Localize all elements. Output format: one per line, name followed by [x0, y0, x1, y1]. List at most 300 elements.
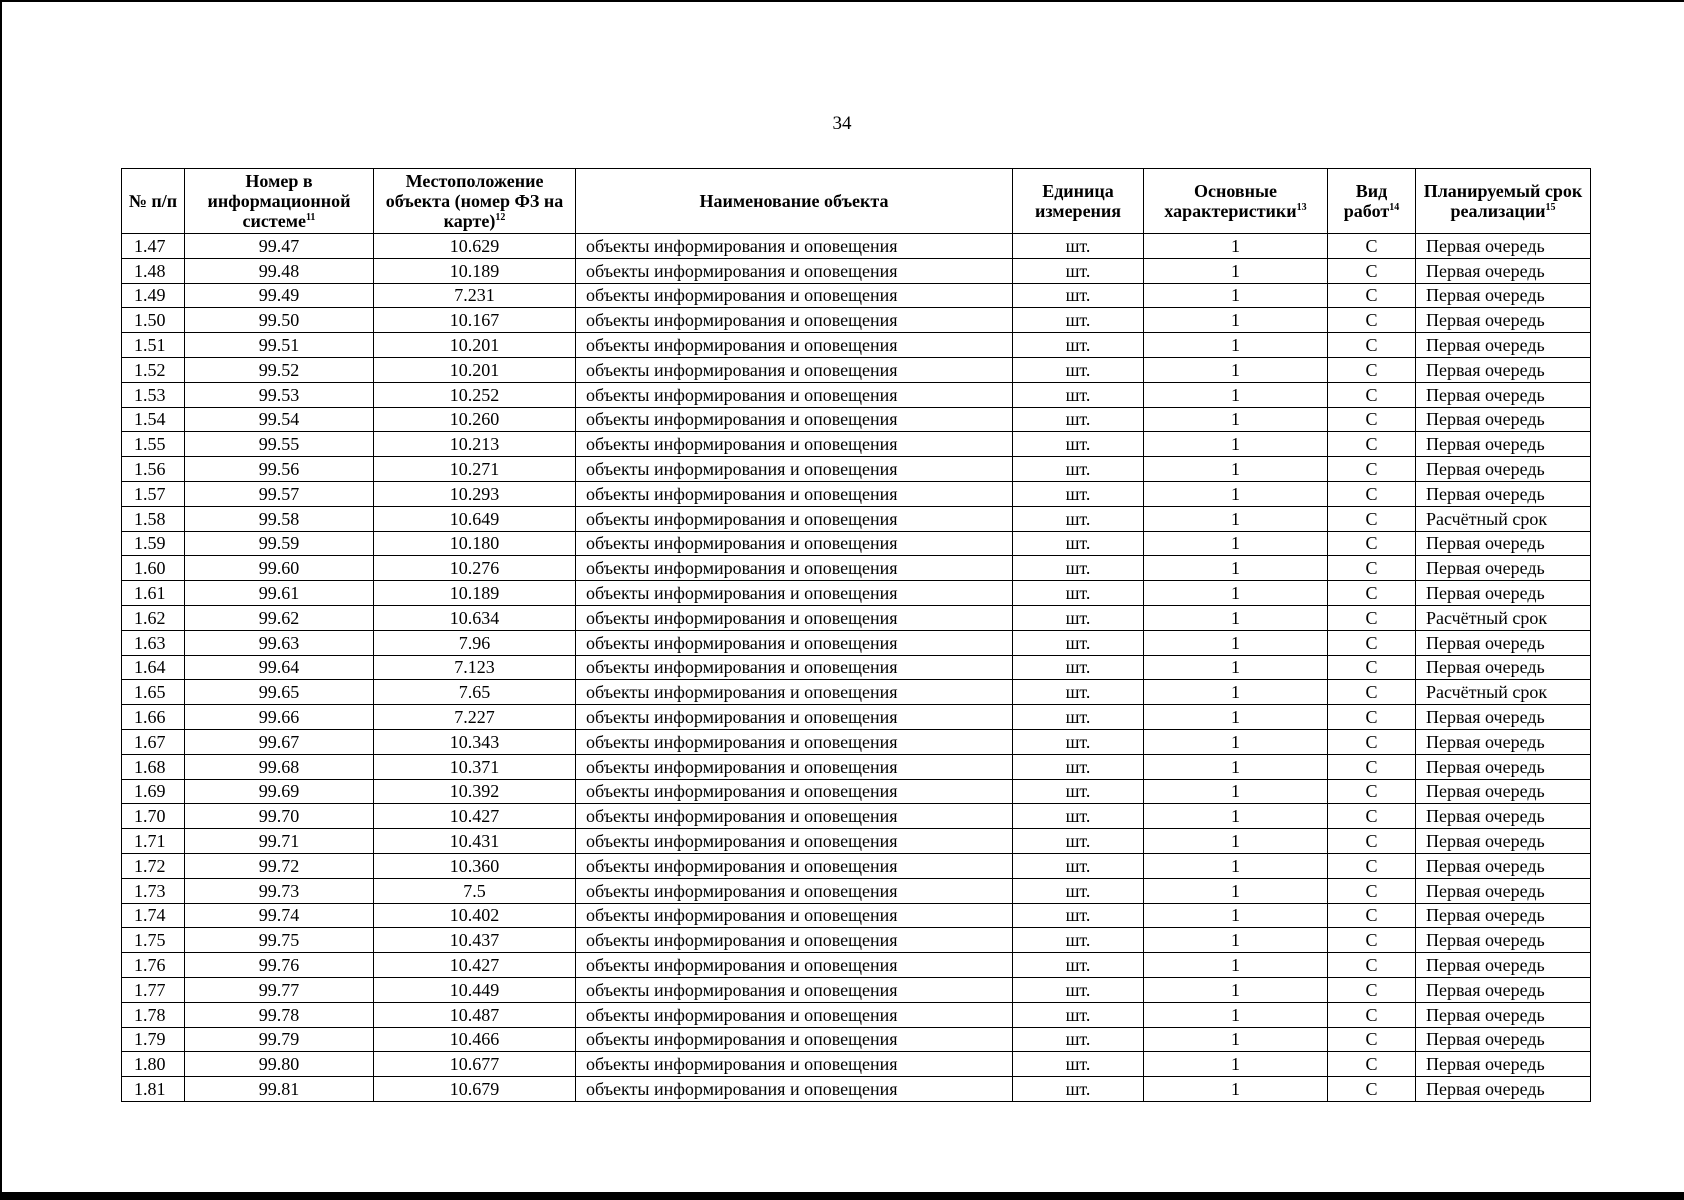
object-name-cell: объекты информирования и оповещения — [576, 283, 1013, 308]
location-number-cell: 10.180 — [374, 531, 576, 556]
is-number-cell: 99.70 — [185, 804, 374, 829]
table-row — [122, 903, 1591, 928]
location-number-cell: 10.679 — [374, 1077, 576, 1102]
row-number-cell: 1.69 — [122, 779, 185, 804]
work-type-cell: С — [1328, 605, 1416, 630]
table-row — [122, 1002, 1591, 1027]
unit-cell: шт. — [1013, 432, 1144, 457]
unit-cell: шт. — [1013, 705, 1144, 730]
planned-term-cell: Первая очередь — [1416, 531, 1591, 556]
unit-cell: шт. — [1013, 283, 1144, 308]
location-number-cell: 10.343 — [374, 729, 576, 754]
row-number-cell: 1.52 — [122, 357, 185, 382]
object-name-cell: объекты информирования и оповещения — [576, 1002, 1013, 1027]
planned-term-cell: Первая очередь — [1416, 878, 1591, 903]
work-type-cell: С — [1328, 258, 1416, 283]
table-row — [122, 283, 1591, 308]
planned-term-cell: Первая очередь — [1416, 581, 1591, 606]
unit-cell: шт. — [1013, 357, 1144, 382]
unit-cell: шт. — [1013, 1052, 1144, 1077]
table-row — [122, 605, 1591, 630]
unit-cell: шт. — [1013, 382, 1144, 407]
unit-cell: шт. — [1013, 729, 1144, 754]
characteristics-cell: 1 — [1144, 234, 1328, 259]
scan-border-bottom — [0, 1192, 1684, 1200]
table-row — [122, 729, 1591, 754]
characteristics-cell: 1 — [1144, 283, 1328, 308]
is-number-cell: 99.56 — [185, 457, 374, 482]
characteristics-cell: 1 — [1144, 1027, 1328, 1052]
table-row — [122, 1077, 1591, 1102]
header-unit: Единица измерения — [1013, 169, 1144, 234]
location-number-cell: 7.65 — [374, 680, 576, 705]
location-number-cell: 10.189 — [374, 581, 576, 606]
location-number-cell: 10.293 — [374, 481, 576, 506]
work-type-cell: С — [1328, 432, 1416, 457]
row-number-cell: 1.57 — [122, 481, 185, 506]
object-name-cell: объекты информирования и оповещения — [576, 853, 1013, 878]
is-number-cell: 99.73 — [185, 878, 374, 903]
planned-term-cell: Первая очередь — [1416, 308, 1591, 333]
row-number-cell: 1.65 — [122, 680, 185, 705]
location-number-cell: 10.437 — [374, 928, 576, 953]
unit-cell: шт. — [1013, 903, 1144, 928]
row-number-cell: 1.54 — [122, 407, 185, 432]
location-number-cell: 10.634 — [374, 605, 576, 630]
characteristics-cell: 1 — [1144, 333, 1328, 358]
table-row — [122, 308, 1591, 333]
work-type-cell: С — [1328, 705, 1416, 730]
object-name-cell: объекты информирования и оповещения — [576, 878, 1013, 903]
is-number-cell: 99.78 — [185, 1002, 374, 1027]
object-name-cell: объекты информирования и оповещения — [576, 581, 1013, 606]
row-number-cell: 1.77 — [122, 977, 185, 1002]
object-name-cell: объекты информирования и оповещения — [576, 903, 1013, 928]
work-type-cell: С — [1328, 531, 1416, 556]
work-type-cell: С — [1328, 953, 1416, 978]
table-row — [122, 928, 1591, 953]
work-type-cell: С — [1328, 506, 1416, 531]
object-name-cell: объекты информирования и оповещения — [576, 953, 1013, 978]
unit-cell: шт. — [1013, 853, 1144, 878]
planned-term-cell: Первая очередь — [1416, 556, 1591, 581]
unit-cell: шт. — [1013, 630, 1144, 655]
object-name-cell: объекты информирования и оповещения — [576, 804, 1013, 829]
object-name-cell: объекты информирования и оповещения — [576, 556, 1013, 581]
table-row — [122, 581, 1591, 606]
work-type-cell: С — [1328, 928, 1416, 953]
characteristics-cell: 1 — [1144, 977, 1328, 1002]
planned-term-cell: Первая очередь — [1416, 357, 1591, 382]
object-name-cell: объекты информирования и оповещения — [576, 680, 1013, 705]
planned-term-cell: Первая очередь — [1416, 953, 1591, 978]
is-number-cell: 99.57 — [185, 481, 374, 506]
unit-cell: шт. — [1013, 829, 1144, 854]
header-planned-term: Планируемый срок реализации$^{15}$ — [1416, 169, 1591, 234]
work-type-cell: С — [1328, 630, 1416, 655]
work-type-cell: С — [1328, 853, 1416, 878]
table-row — [122, 878, 1591, 903]
unit-cell: шт. — [1013, 804, 1144, 829]
work-type-cell: С — [1328, 680, 1416, 705]
is-number-cell: 99.54 — [185, 407, 374, 432]
table-row — [122, 234, 1591, 259]
planned-term-cell: Первая очередь — [1416, 1002, 1591, 1027]
planned-term-cell: Первая очередь — [1416, 729, 1591, 754]
work-type-cell: С — [1328, 457, 1416, 482]
planned-term-cell: Первая очередь — [1416, 1077, 1591, 1102]
is-number-cell: 99.72 — [185, 853, 374, 878]
is-number-cell: 99.53 — [185, 382, 374, 407]
planned-term-cell: Первая очередь — [1416, 457, 1591, 482]
unit-cell: шт. — [1013, 258, 1144, 283]
unit-cell: шт. — [1013, 779, 1144, 804]
row-number-cell: 1.62 — [122, 605, 185, 630]
table-row — [122, 333, 1591, 358]
is-number-cell: 99.66 — [185, 705, 374, 730]
is-number-cell: 99.75 — [185, 928, 374, 953]
characteristics-cell: 1 — [1144, 630, 1328, 655]
unit-cell: шт. — [1013, 234, 1144, 259]
characteristics-cell: 1 — [1144, 705, 1328, 730]
work-type-cell: С — [1328, 655, 1416, 680]
location-number-cell: 10.201 — [374, 333, 576, 358]
work-type-cell: С — [1328, 779, 1416, 804]
characteristics-cell: 1 — [1144, 754, 1328, 779]
object-name-cell: объекты информирования и оповещения — [576, 506, 1013, 531]
work-type-cell: С — [1328, 333, 1416, 358]
table-row — [122, 754, 1591, 779]
characteristics-cell: 1 — [1144, 779, 1328, 804]
work-type-cell: С — [1328, 556, 1416, 581]
location-number-cell: 10.449 — [374, 977, 576, 1002]
characteristics-cell: 1 — [1144, 1002, 1328, 1027]
work-type-cell: С — [1328, 977, 1416, 1002]
characteristics-cell: 1 — [1144, 506, 1328, 531]
header-location: Местоположение объекта (номер ФЗ на карте)$^{12}$ — [374, 169, 576, 234]
object-name-cell: объекты информирования и оповещения — [576, 977, 1013, 1002]
location-number-cell: 10.649 — [374, 506, 576, 531]
object-name-cell: объекты информирования и оповещения — [576, 1027, 1013, 1052]
characteristics-cell: 1 — [1144, 382, 1328, 407]
planned-term-cell: Первая очередь — [1416, 630, 1591, 655]
object-name-cell: объекты информирования и оповещения — [576, 407, 1013, 432]
location-number-cell: 10.427 — [374, 953, 576, 978]
table-row — [122, 705, 1591, 730]
location-number-cell: 10.629 — [374, 234, 576, 259]
location-number-cell: 10.276 — [374, 556, 576, 581]
is-number-cell: 99.79 — [185, 1027, 374, 1052]
is-number-cell: 99.68 — [185, 754, 374, 779]
planned-term-cell: Первая очередь — [1416, 977, 1591, 1002]
row-number-cell: 1.61 — [122, 581, 185, 606]
row-number-cell: 1.50 — [122, 308, 185, 333]
row-number-cell: 1.80 — [122, 1052, 185, 1077]
object-name-cell: объекты информирования и оповещения — [576, 605, 1013, 630]
unit-cell: шт. — [1013, 680, 1144, 705]
object-name-cell: объекты информирования и оповещения — [576, 481, 1013, 506]
work-type-cell: С — [1328, 308, 1416, 333]
row-number-cell: 1.72 — [122, 853, 185, 878]
table-row — [122, 481, 1591, 506]
planned-term-cell: Первая очередь — [1416, 928, 1591, 953]
planned-term-cell: Первая очередь — [1416, 903, 1591, 928]
location-number-cell: 10.466 — [374, 1027, 576, 1052]
table-row — [122, 407, 1591, 432]
unit-cell: шт. — [1013, 506, 1144, 531]
object-name-cell: объекты информирования и оповещения — [576, 357, 1013, 382]
planned-term-cell: Первая очередь — [1416, 1027, 1591, 1052]
planned-term-cell: Расчётный срок — [1416, 680, 1591, 705]
scan-border-top — [0, 0, 1684, 2]
is-number-cell: 99.50 — [185, 308, 374, 333]
unit-cell: шт. — [1013, 457, 1144, 482]
row-number-cell: 1.68 — [122, 754, 185, 779]
row-number-cell: 1.51 — [122, 333, 185, 358]
object-name-cell: объекты информирования и оповещения — [576, 729, 1013, 754]
work-type-cell: С — [1328, 829, 1416, 854]
planned-term-cell: Первая очередь — [1416, 432, 1591, 457]
table-row — [122, 258, 1591, 283]
object-name-cell: объекты информирования и оповещения — [576, 829, 1013, 854]
work-type-cell: С — [1328, 804, 1416, 829]
location-number-cell: 10.677 — [374, 1052, 576, 1077]
table-row — [122, 655, 1591, 680]
planned-term-cell: Первая очередь — [1416, 234, 1591, 259]
unit-cell: шт. — [1013, 928, 1144, 953]
location-number-cell: 7.227 — [374, 705, 576, 730]
planned-term-cell: Первая очередь — [1416, 829, 1591, 854]
unit-cell: шт. — [1013, 531, 1144, 556]
location-number-cell: 7.96 — [374, 630, 576, 655]
characteristics-cell: 1 — [1144, 605, 1328, 630]
objects-table — [121, 168, 1591, 1102]
characteristics-cell: 1 — [1144, 655, 1328, 680]
unit-cell: шт. — [1013, 655, 1144, 680]
planned-term-cell: Первая очередь — [1416, 407, 1591, 432]
unit-cell: шт. — [1013, 754, 1144, 779]
table-row — [122, 779, 1591, 804]
work-type-cell: С — [1328, 357, 1416, 382]
planned-term-cell: Первая очередь — [1416, 779, 1591, 804]
planned-term-cell: Первая очередь — [1416, 283, 1591, 308]
unit-cell: шт. — [1013, 1027, 1144, 1052]
row-number-cell: 1.73 — [122, 878, 185, 903]
object-name-cell: объекты информирования и оповещения — [576, 258, 1013, 283]
unit-cell: шт. — [1013, 333, 1144, 358]
row-number-cell: 1.53 — [122, 382, 185, 407]
planned-term-cell: Первая очередь — [1416, 382, 1591, 407]
planned-term-cell: Расчётный срок — [1416, 506, 1591, 531]
table-row — [122, 1052, 1591, 1077]
table-row — [122, 531, 1591, 556]
is-number-cell: 99.59 — [185, 531, 374, 556]
row-number-cell: 1.74 — [122, 903, 185, 928]
work-type-cell: С — [1328, 382, 1416, 407]
work-type-cell: С — [1328, 1052, 1416, 1077]
characteristics-cell: 1 — [1144, 556, 1328, 581]
object-name-cell: объекты информирования и оповещения — [576, 779, 1013, 804]
is-number-cell: 99.51 — [185, 333, 374, 358]
row-number-cell: 1.59 — [122, 531, 185, 556]
object-name-cell: объекты информирования и оповещения — [576, 457, 1013, 482]
is-number-cell: 99.52 — [185, 357, 374, 382]
object-name-cell: объекты информирования и оповещения — [576, 382, 1013, 407]
work-type-cell: С — [1328, 581, 1416, 606]
location-number-cell: 10.167 — [374, 308, 576, 333]
work-type-cell: С — [1328, 407, 1416, 432]
location-number-cell: 10.189 — [374, 258, 576, 283]
is-number-cell: 99.67 — [185, 729, 374, 754]
characteristics-cell: 1 — [1144, 457, 1328, 482]
location-number-cell: 10.360 — [374, 853, 576, 878]
unit-cell: шт. — [1013, 1077, 1144, 1102]
location-number-cell: 10.271 — [374, 457, 576, 482]
planned-term-cell: Первая очередь — [1416, 258, 1591, 283]
header-no: № п/п — [122, 169, 185, 234]
is-number-cell: 99.65 — [185, 680, 374, 705]
row-number-cell: 1.55 — [122, 432, 185, 457]
location-number-cell: 7.123 — [374, 655, 576, 680]
characteristics-cell: 1 — [1144, 258, 1328, 283]
row-number-cell: 1.78 — [122, 1002, 185, 1027]
location-number-cell: 10.371 — [374, 754, 576, 779]
location-number-cell: 10.431 — [374, 829, 576, 854]
unit-cell: шт. — [1013, 605, 1144, 630]
characteristics-cell: 1 — [1144, 953, 1328, 978]
header-is-number: Номер в информационной системе$^{11}$ — [185, 169, 374, 234]
work-type-cell: С — [1328, 1077, 1416, 1102]
planned-term-cell: Первая очередь — [1416, 804, 1591, 829]
work-type-cell: С — [1328, 754, 1416, 779]
table-row — [122, 829, 1591, 854]
unit-cell: шт. — [1013, 407, 1144, 432]
row-number-cell: 1.63 — [122, 630, 185, 655]
header-work-type: Вид работ$^{14}$ — [1328, 169, 1416, 234]
characteristics-cell: 1 — [1144, 680, 1328, 705]
table-row — [122, 357, 1591, 382]
work-type-cell: С — [1328, 1027, 1416, 1052]
is-number-cell: 99.74 — [185, 903, 374, 928]
location-number-cell: 10.392 — [374, 779, 576, 804]
characteristics-cell: 1 — [1144, 581, 1328, 606]
row-number-cell: 1.48 — [122, 258, 185, 283]
unit-cell: шт. — [1013, 1002, 1144, 1027]
characteristics-cell: 1 — [1144, 853, 1328, 878]
object-name-cell: объекты информирования и оповещения — [576, 754, 1013, 779]
row-number-cell: 1.47 — [122, 234, 185, 259]
object-name-cell: объекты информирования и оповещения — [576, 705, 1013, 730]
is-number-cell: 99.81 — [185, 1077, 374, 1102]
is-number-cell: 99.64 — [185, 655, 374, 680]
object-name-cell: объекты информирования и оповещения — [576, 432, 1013, 457]
planned-term-cell: Первая очередь — [1416, 481, 1591, 506]
characteristics-cell: 1 — [1144, 432, 1328, 457]
planned-term-cell: Первая очередь — [1416, 333, 1591, 358]
location-number-cell: 10.402 — [374, 903, 576, 928]
row-number-cell: 1.81 — [122, 1077, 185, 1102]
characteristics-cell: 1 — [1144, 878, 1328, 903]
planned-term-cell: Первая очередь — [1416, 705, 1591, 730]
location-number-cell: 10.487 — [374, 1002, 576, 1027]
is-number-cell: 99.69 — [185, 779, 374, 804]
unit-cell: шт. — [1013, 977, 1144, 1002]
characteristics-cell: 1 — [1144, 481, 1328, 506]
location-number-cell: 10.260 — [374, 407, 576, 432]
row-number-cell: 1.49 — [122, 283, 185, 308]
is-number-cell: 99.76 — [185, 953, 374, 978]
is-number-cell: 99.49 — [185, 283, 374, 308]
is-number-cell: 99.63 — [185, 630, 374, 655]
is-number-cell: 99.48 — [185, 258, 374, 283]
page-number: 34 — [832, 113, 852, 134]
characteristics-cell: 1 — [1144, 1077, 1328, 1102]
unit-cell: шт. — [1013, 581, 1144, 606]
characteristics-cell: 1 — [1144, 357, 1328, 382]
table-row — [122, 953, 1591, 978]
unit-cell: шт. — [1013, 953, 1144, 978]
planned-term-cell: Первая очередь — [1416, 1052, 1591, 1077]
table-row — [122, 977, 1591, 1002]
characteristics-cell: 1 — [1144, 829, 1328, 854]
row-number-cell: 1.79 — [122, 1027, 185, 1052]
work-type-cell: С — [1328, 481, 1416, 506]
work-type-cell: С — [1328, 1002, 1416, 1027]
location-number-cell: 10.252 — [374, 382, 576, 407]
unit-cell: шт. — [1013, 556, 1144, 581]
is-number-cell: 99.71 — [185, 829, 374, 854]
row-number-cell: 1.75 — [122, 928, 185, 953]
is-number-cell: 99.80 — [185, 1052, 374, 1077]
table-row — [122, 457, 1591, 482]
object-name-cell: объекты информирования и оповещения — [576, 1052, 1013, 1077]
work-type-cell: С — [1328, 878, 1416, 903]
characteristics-cell: 1 — [1144, 1052, 1328, 1077]
unit-cell: шт. — [1013, 481, 1144, 506]
table-row — [122, 804, 1591, 829]
unit-cell: шт. — [1013, 308, 1144, 333]
table-row — [122, 506, 1591, 531]
planned-term-cell: Первая очередь — [1416, 655, 1591, 680]
table-header-row — [122, 169, 1591, 234]
characteristics-cell: 1 — [1144, 729, 1328, 754]
work-type-cell: С — [1328, 283, 1416, 308]
scan-border-left — [0, 0, 2, 1200]
is-number-cell: 99.61 — [185, 581, 374, 606]
characteristics-cell: 1 — [1144, 407, 1328, 432]
object-name-cell: объекты информирования и оповещения — [576, 308, 1013, 333]
table-row — [122, 556, 1591, 581]
row-number-cell: 1.70 — [122, 804, 185, 829]
is-number-cell: 99.77 — [185, 977, 374, 1002]
characteristics-cell: 1 — [1144, 308, 1328, 333]
row-number-cell: 1.56 — [122, 457, 185, 482]
object-name-cell: объекты информирования и оповещения — [576, 333, 1013, 358]
object-name-cell: объекты информирования и оповещения — [576, 531, 1013, 556]
characteristics-cell: 1 — [1144, 903, 1328, 928]
planned-term-cell: Расчётный срок — [1416, 605, 1591, 630]
row-number-cell: 1.66 — [122, 705, 185, 730]
table-row — [122, 1027, 1591, 1052]
table-row — [122, 630, 1591, 655]
table-row — [122, 382, 1591, 407]
is-number-cell: 99.62 — [185, 605, 374, 630]
row-number-cell: 1.76 — [122, 953, 185, 978]
object-name-cell: объекты информирования и оповещения — [576, 630, 1013, 655]
row-number-cell: 1.67 — [122, 729, 185, 754]
object-name-cell: объекты информирования и оповещения — [576, 1077, 1013, 1102]
location-number-cell: 10.427 — [374, 804, 576, 829]
